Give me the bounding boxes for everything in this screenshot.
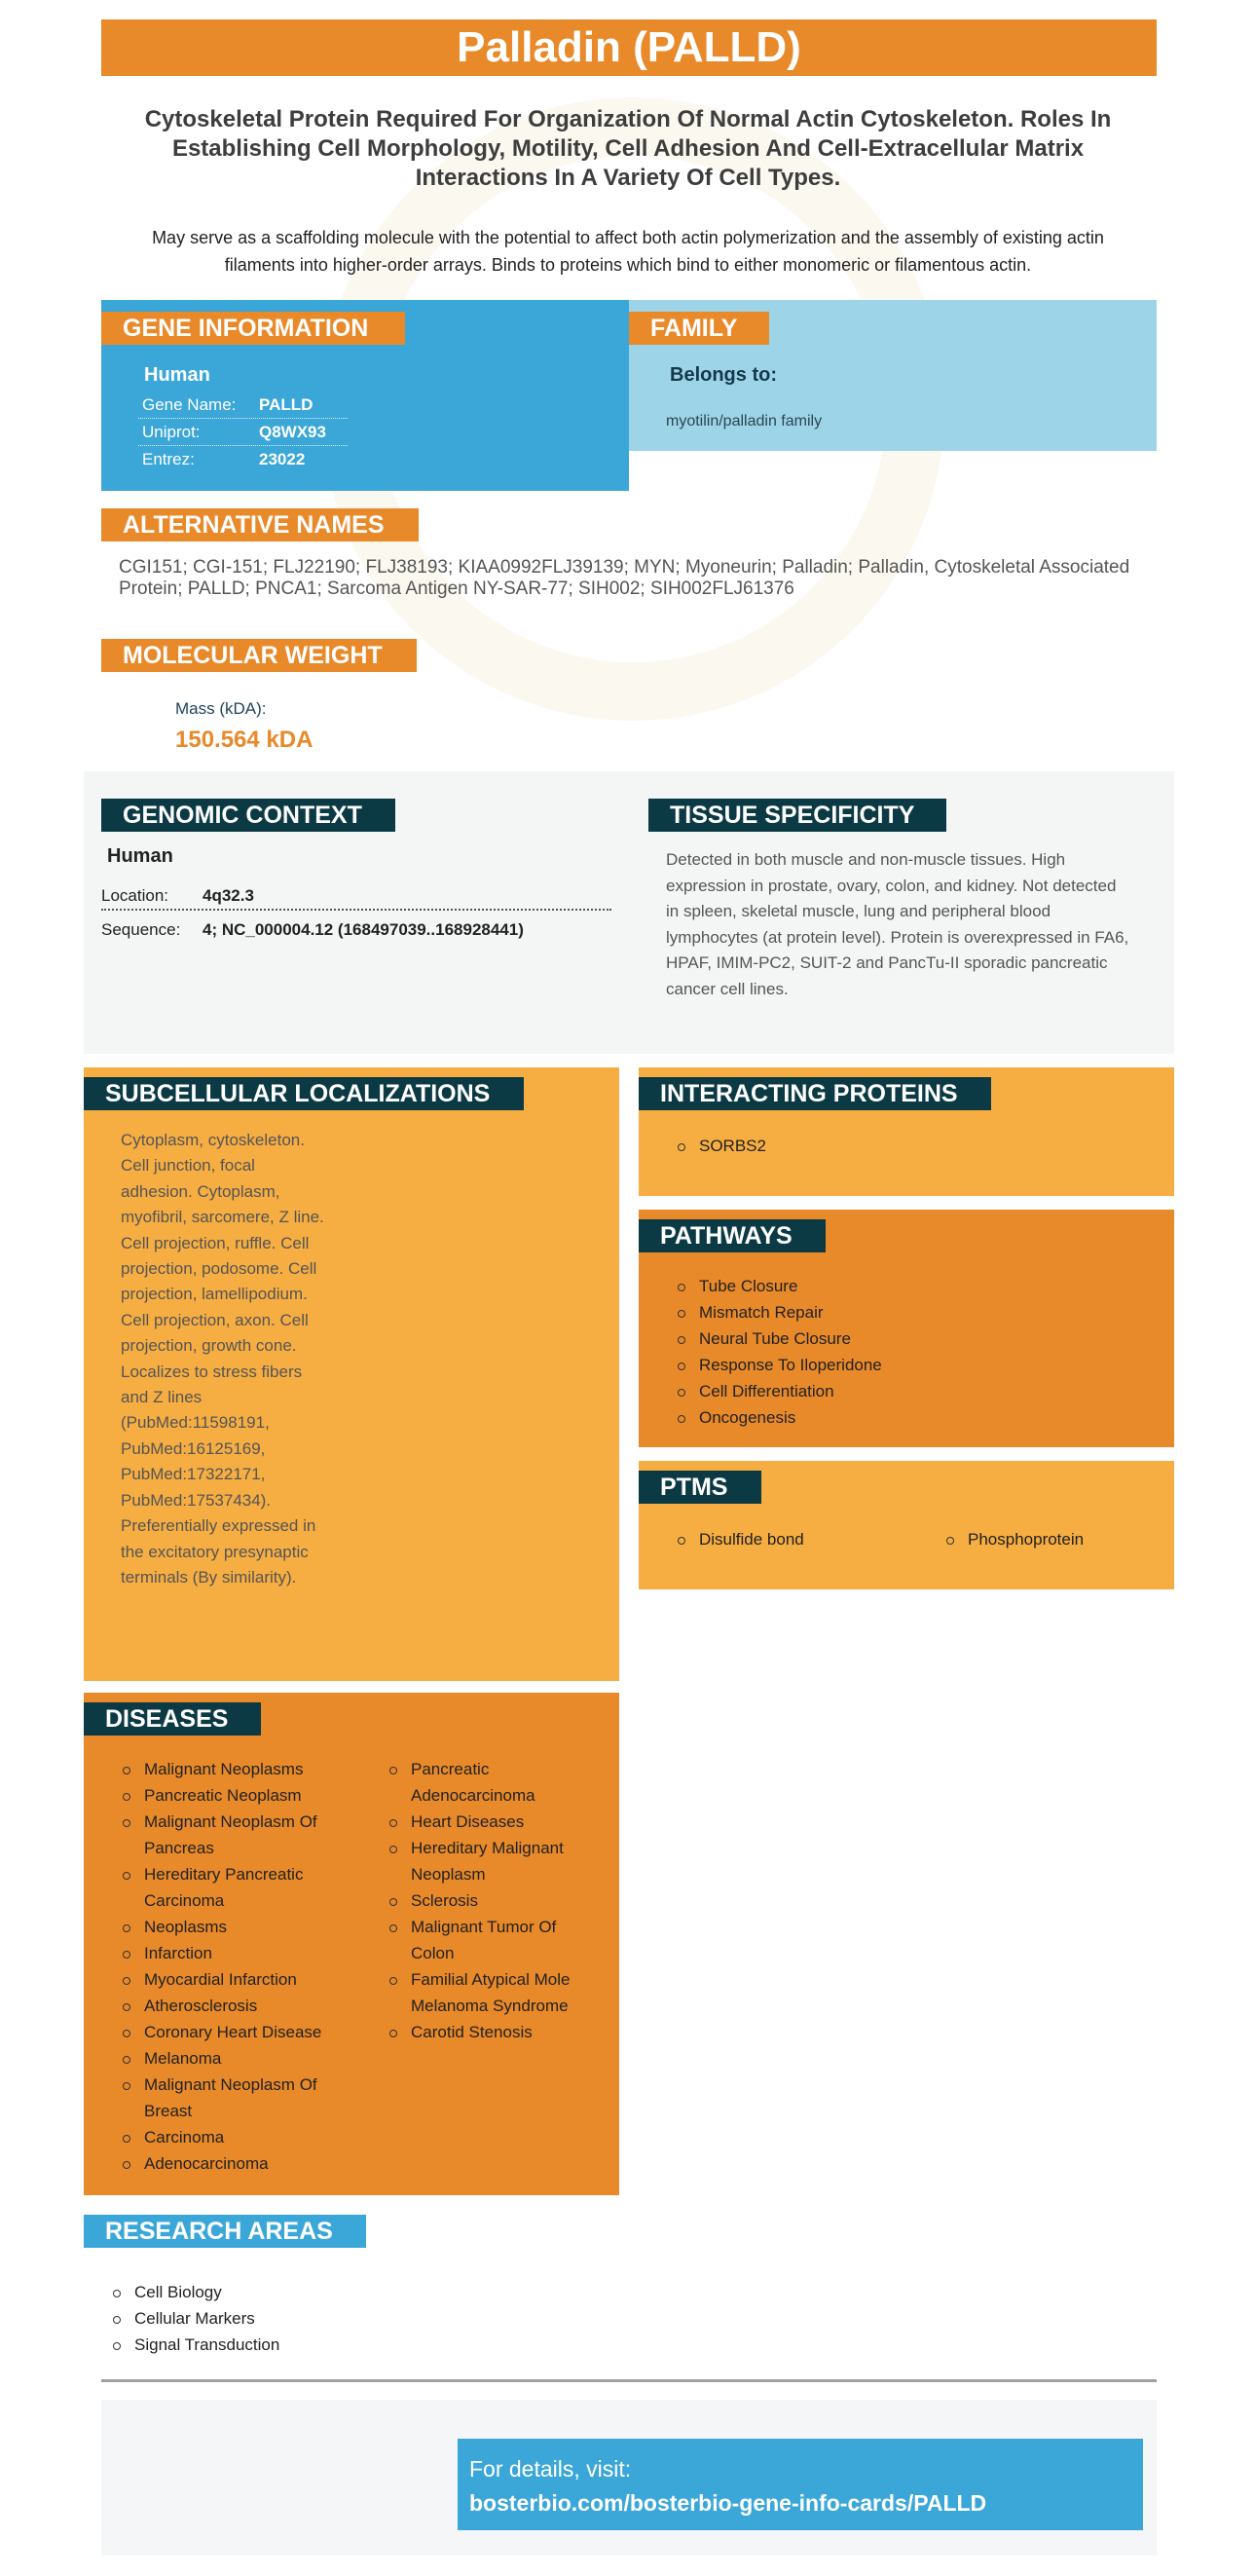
- gene-information-header: GENE INFORMATION: [101, 312, 405, 345]
- sequence-value: 4; NC_000004.12 (168497039..168928441): [203, 920, 524, 939]
- list-item: Coronary Heart Disease: [121, 2019, 352, 2045]
- gene-information-panel: [101, 300, 629, 491]
- location-value: 4q32.3: [203, 886, 254, 905]
- list-item: Malignant Neoplasm Of Pancreas: [121, 1809, 352, 1861]
- entrez-value: 23022: [259, 450, 306, 468]
- details-url-link[interactable]: bosterbio.com/bosterbio-gene-info-cards/PALLD: [469, 2490, 987, 2516]
- tissue-specificity-header: TISSUE SPECIFICITY: [648, 799, 946, 832]
- list-item: Hereditary Pancreatic Carcinoma: [121, 1861, 352, 1914]
- list-item: Phosphoprotein: [944, 1526, 1084, 1552]
- mass-value: 150.564 kDA: [175, 727, 314, 753]
- list-item: Hereditary Malignant Neoplasm: [387, 1835, 588, 1887]
- family-panel: [629, 300, 1157, 451]
- uniprot-row: [138, 419, 348, 446]
- research-areas-header: RESEARCH AREAS: [84, 2215, 366, 2248]
- ptms-list-col1: [676, 1526, 804, 1552]
- gene-name-value: PALLD: [259, 395, 314, 414]
- list-item: Cell Biology: [111, 2279, 279, 2305]
- subcellular-text: Cytoplasm, cytoskeleton. Cell junction, focal adhesion. Cytoplasm, myofibril, sarcomere, Z line. Cell projection, ruffle. Cell projection, podosome. Cell projection, lamellipodium. Cell projection, axon. Cell projection, growth cone. Localizes to stress fibers and Z lines (PubMed:11598191, PubMed:16125169, PubMed:17322171, PubMed:17537434). Preferentially expressed in the excitatory presynaptic terminals (By similarity).: [121, 1131, 324, 1587]
- uniprot-value: Q8WX93: [259, 423, 326, 441]
- list-item: Signal Transduction: [111, 2332, 279, 2358]
- location-row: [101, 881, 611, 911]
- alternative-names-header: ALTERNATIVE NAMES: [101, 508, 419, 541]
- diseases-header: DISEASES: [84, 1702, 261, 1736]
- list-item: Cell Differentiation: [676, 1378, 882, 1404]
- genomic-species: Human: [107, 845, 173, 867]
- ptms-header: PTMS: [639, 1471, 761, 1504]
- uniprot-label: Uniprot:: [142, 423, 201, 441]
- genomic-context-header: GENOMIC CONTEXT: [101, 799, 395, 832]
- belongs-to-label: Belongs to:: [670, 364, 777, 386]
- list-item: Malignant Neoplasm Of Breast: [121, 2072, 352, 2124]
- details-label: For details, visit:: [469, 2456, 632, 2482]
- list-item: Atherosclerosis: [121, 1993, 352, 2019]
- list-item: Pancreatic Neoplasm: [121, 1782, 352, 1809]
- footer-divider: [101, 2379, 1157, 2382]
- list-item: Malignant Tumor Of Colon: [387, 1914, 588, 1966]
- alternative-names-text: CGI151; CGI-151; FLJ22190; FLJ38193; KIAA0992FLJ39139; MYN; Myoneurin; Palladin; Palladin, Cytoskeletal Associated Protein; PALLD; PNCA1; Sarcoma Antigen NY-SAR-77; SIH002; SIH002FLJ61376: [119, 557, 1130, 599]
- protein-description: May serve as a scaffolding molecule with the potential to affect both actin polymerization and the assembly of existing actin filaments into higher-order arrays. Binds to proteins which bind to either monomeric or filamentous actin.: [152, 228, 1104, 275]
- location-label: Location:: [101, 886, 168, 905]
- page-title: Palladin (PALLD): [101, 19, 1157, 76]
- list-item: Heart Diseases: [387, 1809, 588, 1835]
- pathways-header: PATHWAYS: [639, 1219, 826, 1252]
- research-areas-list: [111, 2279, 279, 2358]
- list-item: Disulfide bond: [676, 1526, 804, 1552]
- list-item: Myocardial Infarction: [121, 1966, 352, 1993]
- protein-summary: Cytoskeletal Protein Required For Organization Of Normal Actin Cytoskeleton. Roles In Establishing Cell Morphology, Motility, Cell Adhesion And Cell-Extracellular Matrix Interactions In A Variety Of Cell Types.: [144, 106, 1112, 191]
- list-item: Malignant Neoplasms: [121, 1756, 352, 1782]
- gene-name-row: [138, 392, 348, 419]
- sequence-row: [101, 915, 611, 945]
- list-item: Neoplasms: [121, 1914, 352, 1940]
- list-item: Response To Iloperidone: [676, 1352, 882, 1378]
- diseases-list-col1: [121, 1756, 352, 2177]
- list-item: Sclerosis: [387, 1887, 588, 1914]
- interacting-proteins-header: INTERACTING PROTEINS: [639, 1077, 991, 1110]
- entrez-label: Entrez:: [142, 450, 195, 468]
- list-item: Mismatch Repair: [676, 1299, 882, 1325]
- subcellular-header: SUBCELLULAR LOCALIZATIONS: [84, 1077, 524, 1110]
- tissue-specificity-text: Detected in both muscle and non-muscle tissues. High expression in prostate, ovary, colon, and kidney. Not detected in spleen, skeletal muscle, lung and peripheral blood lymphocytes (at protein level). Protein is overexpressed in FA6, HPAF, IMIM-PC2, SUIT-2 and PancTu-II sporadic pancreatic cancer cell lines.: [666, 850, 1129, 998]
- family-header: FAMILY: [629, 312, 769, 345]
- list-item: Carotid Stenosis: [387, 2019, 588, 2045]
- list-item: Pancreatic Adenocarcinoma: [387, 1756, 588, 1809]
- details-link-box[interactable]: [458, 2439, 1143, 2530]
- mass-label: Mass (kDA):: [175, 699, 267, 718]
- list-item: Infarction: [121, 1940, 352, 1966]
- family-value: myotilin/palladin family: [666, 413, 823, 429]
- gene-name-label: Gene Name:: [142, 395, 237, 414]
- list-item: Oncogenesis: [676, 1404, 882, 1431]
- list-item: Carcinoma: [121, 2124, 352, 2150]
- diseases-list-col2: [387, 1756, 588, 2045]
- list-item: Neural Tube Closure: [676, 1325, 882, 1352]
- list-item: SORBS2: [676, 1133, 766, 1159]
- interacting-proteins-list: [676, 1133, 766, 1159]
- entrez-row: [138, 446, 348, 473]
- ptms-list-col2: [944, 1526, 1084, 1552]
- list-item: Tube Closure: [676, 1273, 882, 1299]
- sequence-label: Sequence:: [101, 920, 181, 939]
- list-item: Cellular Markers: [111, 2305, 279, 2332]
- list-item: Familial Atypical Mole Melanoma Syndrome: [387, 1966, 588, 2019]
- gene-species: Human: [144, 364, 210, 386]
- pathways-list: [676, 1273, 882, 1431]
- molecular-weight-header: MOLECULAR WEIGHT: [101, 639, 417, 672]
- list-item: Adenocarcinoma: [121, 2150, 352, 2177]
- list-item: Melanoma: [121, 2045, 352, 2072]
